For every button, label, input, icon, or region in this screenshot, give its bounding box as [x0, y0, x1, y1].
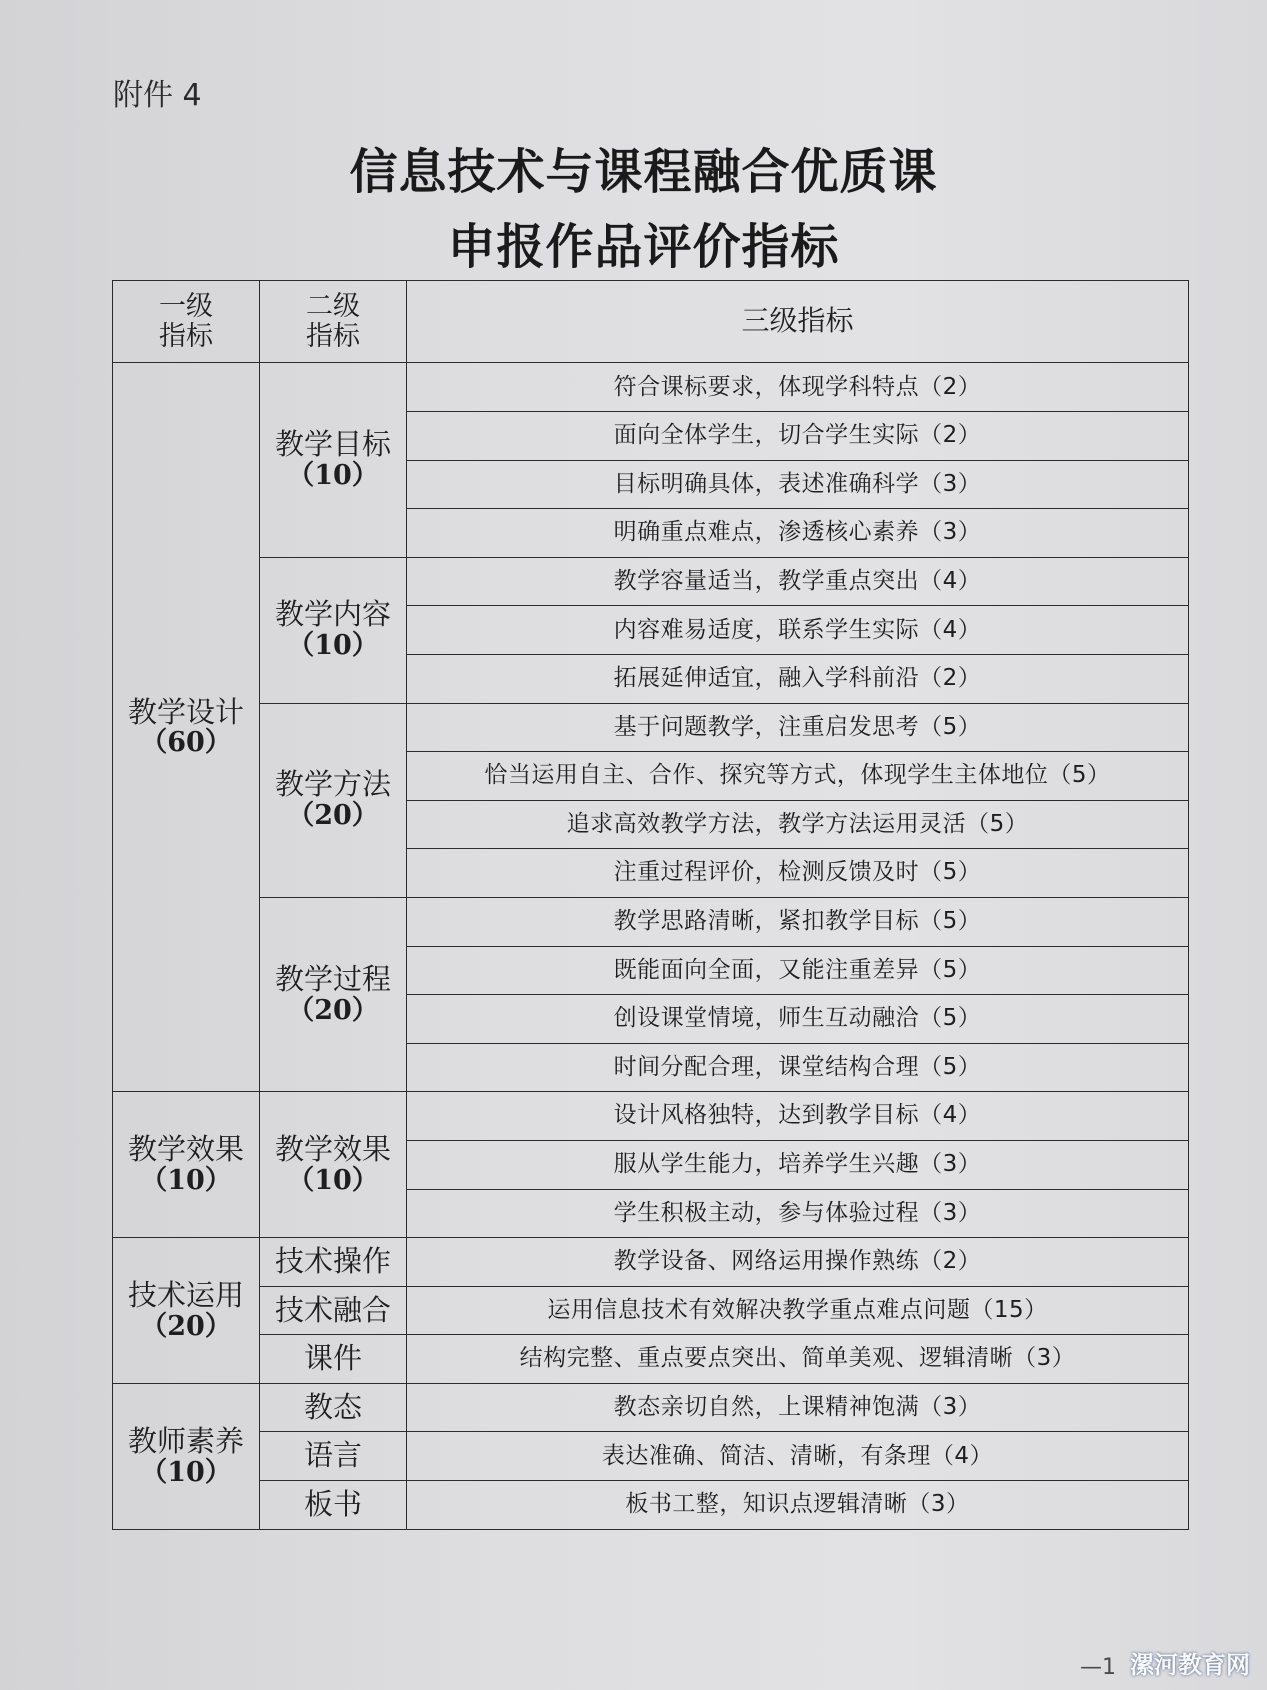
- table-row: [113, 1432, 1189, 1481]
- level3-indicator: [407, 849, 1189, 898]
- level2-name: 技术操作: [274, 1243, 391, 1278]
- level2-name: 教学方法: [274, 767, 391, 802]
- evaluation-table: [112, 280, 1189, 1530]
- level3-text: 注重过程评价，检测反馈及时（5）: [613, 859, 982, 886]
- header-level2: [260, 281, 407, 363]
- level3-indicator: [407, 1481, 1189, 1530]
- level2-indicator: [260, 557, 407, 703]
- level3-indicator: [407, 1238, 1189, 1287]
- header-level1-line1: 一级: [159, 291, 213, 323]
- header-level1: [113, 281, 260, 363]
- level2-name: 语言: [303, 1438, 362, 1473]
- level3-text: 符合课标要求，体现学科特点（2）: [613, 373, 982, 400]
- header-level1-line2: 指标: [159, 320, 213, 352]
- level2-name: 板书: [303, 1487, 362, 1522]
- attachment-label: 附件 4: [113, 78, 202, 113]
- level2-indicator: [260, 363, 407, 557]
- level3-indicator: [407, 557, 1189, 606]
- level3-text: 设计风格独特，达到教学目标（4）: [613, 1102, 982, 1129]
- level3-indicator: [407, 460, 1189, 509]
- table-row: [113, 1286, 1189, 1335]
- level1-name: 教学效果: [127, 1131, 244, 1166]
- table-row: [113, 557, 1189, 606]
- level2-indicator: [260, 1092, 407, 1238]
- level3-text: 教学设备、网络运用操作熟练（2）: [613, 1248, 982, 1275]
- table-row: [113, 1481, 1189, 1530]
- level2-indicator: [260, 1481, 407, 1530]
- level3-text: 明确重点难点，渗透核心素养（3）: [613, 519, 982, 546]
- level1-name: 教师素养: [127, 1423, 244, 1458]
- level2-indicator: [260, 1238, 407, 1287]
- level2-name: 教态: [303, 1389, 362, 1424]
- level3-indicator: [407, 946, 1189, 995]
- level2-indicator: [260, 1286, 407, 1335]
- table-row: [113, 703, 1189, 752]
- level3-text: 基于问题教学，注重启发思考（5）: [613, 713, 982, 740]
- level2-name: 教学目标: [274, 427, 391, 462]
- header-level3: 三级指标: [407, 281, 1189, 363]
- header-level2-line2: 指标: [306, 320, 360, 352]
- table-row: [113, 1335, 1189, 1384]
- level2-score: （10）: [287, 630, 379, 662]
- level2-name: 教学效果: [274, 1131, 391, 1166]
- level3-text: 内容难易适度，联系学生实际（4）: [613, 616, 982, 643]
- level1-name: 教学设计: [127, 694, 244, 729]
- level1-indicator: [113, 363, 260, 1092]
- level2-indicator: [260, 1432, 407, 1481]
- level3-text: 板书工整，知识点逻辑清晰（3）: [625, 1491, 970, 1518]
- table-header-row: [113, 281, 1189, 363]
- level3-indicator: [407, 509, 1189, 558]
- header-level2-line1: 二级: [306, 291, 360, 323]
- level2-score: （20）: [287, 800, 379, 832]
- level3-text: 教态亲切自然，上课精神饱满（3）: [613, 1394, 982, 1421]
- level2-name: 技术融合: [274, 1292, 391, 1327]
- level3-indicator: [407, 1432, 1189, 1481]
- level3-indicator: [407, 606, 1189, 655]
- level3-indicator: [407, 412, 1189, 461]
- level3-text: 运用信息技术有效解决教学重点难点问题（15）: [547, 1296, 1048, 1323]
- level1-score: （10）: [140, 1456, 232, 1488]
- level1-indicator: [113, 1383, 260, 1529]
- document-title-line2: 申报作品评价指标: [447, 219, 840, 275]
- table-row: [113, 363, 1189, 412]
- level2-indicator: [260, 1383, 407, 1432]
- level3-indicator: [407, 800, 1189, 849]
- level1-name: 技术运用: [127, 1277, 244, 1312]
- level2-name: 教学内容: [274, 597, 391, 632]
- level3-text: 创设课堂情境，师生互动融洽（5）: [613, 1005, 982, 1032]
- level3-text: 面向全体学生，切合学生实际（2）: [613, 422, 982, 449]
- level3-text: 教学思路清晰，紧扣教学目标（5）: [613, 908, 982, 935]
- level3-indicator: [407, 1335, 1189, 1384]
- level3-text: 表达准确、简洁、清晰，有条理（4）: [601, 1442, 994, 1469]
- level3-text: 目标明确具体，表述准确科学（3）: [613, 470, 982, 497]
- level3-text: 拓展延伸适宜，融入学科前沿（2）: [613, 665, 982, 692]
- level3-indicator: [407, 1383, 1189, 1432]
- table-row: [113, 1092, 1189, 1141]
- level3-text: 恰当运用自主、合作、探究等方式，体现学生主体地位（5）: [484, 762, 1111, 789]
- level2-indicator: [260, 897, 407, 1091]
- page-number: —1: [1080, 1655, 1116, 1680]
- level3-text: 既能面向全面，又能注重差异（5）: [613, 956, 982, 983]
- level3-text: 服从学生能力，培养学生兴趣（3）: [613, 1151, 982, 1178]
- level3-text: 追求高效教学方法，教学方法运用灵活（5）: [566, 810, 1029, 837]
- table-row: [113, 1383, 1189, 1432]
- level3-indicator: [407, 1140, 1189, 1189]
- level1-score: （10）: [140, 1164, 232, 1196]
- level2-name: 课件: [303, 1341, 362, 1376]
- level1-indicator: [113, 1092, 260, 1238]
- level3-text: 教学容量适当，教学重点突出（4）: [613, 567, 982, 594]
- document-title-line1: 信息技术与课程融合优质课: [349, 144, 938, 200]
- level1-indicator: [113, 1238, 260, 1384]
- level2-name: 教学过程: [274, 961, 391, 996]
- level2-score: （20）: [287, 994, 379, 1026]
- level3-indicator: [407, 897, 1189, 946]
- table-row: [113, 1238, 1189, 1287]
- level3-indicator: [407, 1043, 1189, 1092]
- level1-score: （60）: [140, 727, 232, 759]
- level2-indicator: [260, 1335, 407, 1384]
- table-row: [113, 897, 1189, 946]
- level2-score: （10）: [287, 460, 379, 492]
- level3-indicator: [407, 654, 1189, 703]
- level3-indicator: [407, 363, 1189, 412]
- level2-indicator: [260, 703, 407, 897]
- level3-text: 时间分配合理，课堂结构合理（5）: [613, 1053, 982, 1080]
- level3-indicator: [407, 1286, 1189, 1335]
- level1-score: （20）: [140, 1310, 232, 1342]
- level3-indicator: [407, 995, 1189, 1044]
- level2-score: （10）: [287, 1164, 379, 1196]
- level3-indicator: [407, 1092, 1189, 1141]
- watermark-logo: 漯河教育网: [1130, 1651, 1250, 1679]
- level3-indicator: [407, 752, 1189, 801]
- level3-text: 结构完整、重点要点突出、简单美观、逻辑清晰（3）: [519, 1345, 1076, 1372]
- level3-text: 学生积极主动，参与体验过程（3）: [613, 1199, 982, 1226]
- level3-indicator: [407, 703, 1189, 752]
- level3-indicator: [407, 1189, 1189, 1238]
